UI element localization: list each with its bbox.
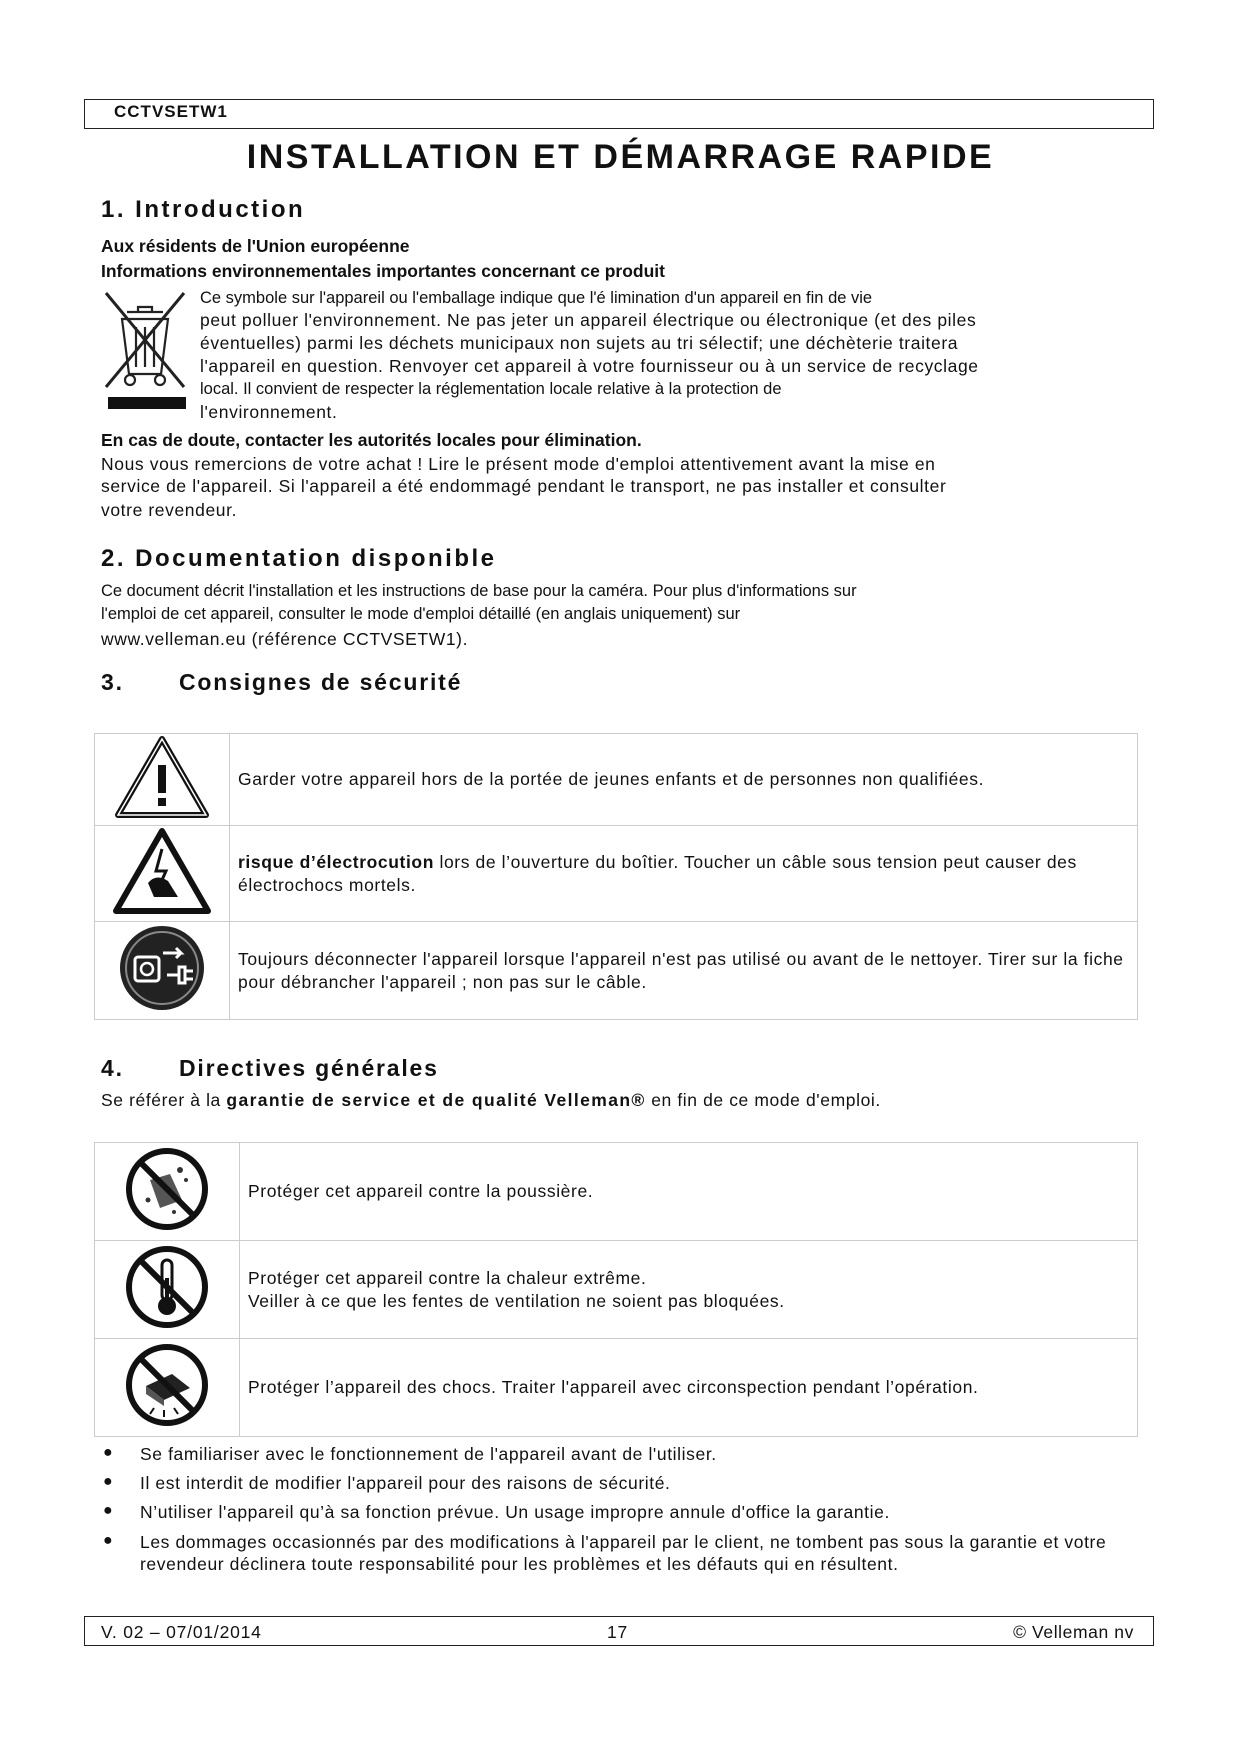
safety-text: [230, 734, 1138, 826]
guideline-line: Protéger cet appareil contre la chaleur extrême.: [248, 1267, 647, 1288]
section-4-number: 4.: [101, 1055, 124, 1081]
product-code: CCTVSETW1: [114, 102, 228, 121]
no-heat-icon: [95, 1241, 240, 1339]
guideline-row: [95, 1241, 1138, 1339]
safety-desc: Garder votre appareil hors de la portée de jeunes enfants et de personnes non qualifiées.: [238, 769, 985, 789]
section-4-heading: Directives générales: [179, 1055, 439, 1081]
guarantee-pre: Se référer à la: [101, 1090, 227, 1110]
guideline-text: [240, 1339, 1138, 1437]
electrocution-warning-icon: [95, 826, 230, 922]
env-line-2: peut polluer l'environnement. Ne pas jeter un appareil électrique ou électronique (et des piles: [200, 310, 977, 330]
bullet-marker: ●: [103, 1532, 113, 1549]
unplug-icon: [95, 922, 230, 1020]
section-2-heading: 2. Documentation disponible: [101, 545, 497, 572]
no-dust-icon: [95, 1143, 240, 1241]
guideline-row: [95, 1339, 1138, 1437]
bullet-item: Il est interdit de modifier l'appareil pour des raisons de sécurité.: [140, 1473, 671, 1493]
safety-text: [230, 922, 1138, 1020]
bullet-marker: ●: [103, 1444, 113, 1461]
bullet-marker: ●: [103, 1473, 113, 1490]
section-3-heading: Consignes de sécurité: [179, 669, 463, 695]
safety-text: [230, 826, 1138, 922]
thanks-line-2: service de l'appareil. Si l'appareil a été endommagé pendant le transport, ne pas installer et consulter: [101, 476, 947, 496]
bullet-item: Se familiariser avec le fonctionnement de l'appareil avant de l'utiliser.: [140, 1444, 717, 1464]
env-line-3: éventuelles) parmi les déchets municipaux non sujets au tri sélectif; une déchèterie traitera: [200, 333, 959, 353]
guarantee-post: en fin de ce mode d'emploi.: [645, 1090, 881, 1110]
safety-table: [94, 733, 1138, 1020]
env-line-6: l'environnement.: [200, 402, 338, 422]
page-title: INSTALLATION ET DÉMARRAGE RAPIDE: [246, 138, 995, 176]
thanks-line-1: Nous vous remercions de votre achat ! Lire le présent mode d'emploi attentivement avant la mise en: [101, 454, 936, 474]
env-line-5: local. Il convient de respecter la réglementation locale relative à la protection de: [200, 380, 782, 398]
guideline-row: [95, 1143, 1138, 1241]
header-box: [84, 99, 1154, 129]
thanks-line-3: votre revendeur.: [101, 500, 238, 520]
bullet-item: Les dommages occasionnés par des modifications à l'appareil par le client, ne tombent pas sous la garantie et votre revendeur déclinera toute responsabilité pour les problèmes et les défauts qui en résultent.: [140, 1532, 1107, 1574]
guideline-text: [240, 1241, 1138, 1339]
safety-row: [95, 922, 1138, 1020]
environment-info-title: Informations environnementales importantes concernant ce produit: [101, 261, 665, 281]
warning-triangle-icon: [95, 734, 230, 826]
guarantee-reference: [101, 1089, 881, 1111]
guidelines-table: [94, 1142, 1138, 1437]
no-shock-icon: [95, 1339, 240, 1437]
guideline-line: Protéger l’appareil des chocs. Traiter l'appareil avec circonspection pendant l’opération.: [248, 1377, 979, 1397]
guideline-line: Protéger cet appareil contre la poussière.: [248, 1181, 594, 1201]
safety-desc: Toujours déconnecter l'appareil lorsque l'appareil n'est pas utilisé ou avant de le nettoyer. Tirer sur la fiche pour débrancher l'appareil ; non pas sur le câble.: [238, 948, 1124, 992]
disposal-doubt-note: En cas de doute, contacter les autorités locales pour élimination.: [101, 430, 642, 450]
eu-residents-title: Aux résidents de l'Union européenne: [101, 236, 410, 256]
section-3-number: 3.: [101, 669, 124, 695]
guideline-line: Veiller à ce que les fentes de ventilation ne soient pas bloquées.: [248, 1290, 785, 1311]
weee-bin-icon: [100, 287, 190, 409]
env-line-1: Ce symbole sur l'appareil ou l'emballage indique que l'é limination d'un appareil en fin de vie: [200, 289, 873, 307]
footer-copyright: © Velleman nv: [1013, 1622, 1134, 1642]
section-1-heading: 1. Introduction: [101, 196, 306, 223]
doc-line-3: www.velleman.eu (référence CCTVSETW1).: [101, 629, 469, 649]
env-line-4: l'appareil en question. Renvoyer cet appareil à votre fournisseur ou à un service de recyclage: [200, 356, 979, 376]
bullet-item: N’utiliser l'appareil qu’à sa fonction prévue. Un usage impropre annule d'office la garantie.: [140, 1502, 890, 1522]
footer-page-number: 17: [607, 1622, 629, 1642]
guideline-text: [240, 1143, 1138, 1241]
doc-line-1: Ce document décrit l'installation et les instructions de base pour la caméra. Pour plus d'informations sur: [101, 582, 857, 600]
guarantee-bold: garantie de service et de qualité Velleman®: [226, 1090, 646, 1110]
bullet-marker: ●: [103, 1502, 113, 1519]
footer-version: V. 02 – 07/01/2014: [101, 1622, 262, 1642]
safety-row: [95, 826, 1138, 922]
safety-row: [95, 734, 1138, 826]
safety-desc: lors de l’ouverture du boîtier. Toucher un câble sous tension peut causer des électrochocs mortels.: [238, 851, 1077, 895]
safety-bold: risque d’électrocution: [238, 851, 435, 872]
doc-line-2: l'emploi de cet appareil, consulter le mode d'emploi détaillé (en anglais uniquement) sur: [101, 605, 741, 623]
